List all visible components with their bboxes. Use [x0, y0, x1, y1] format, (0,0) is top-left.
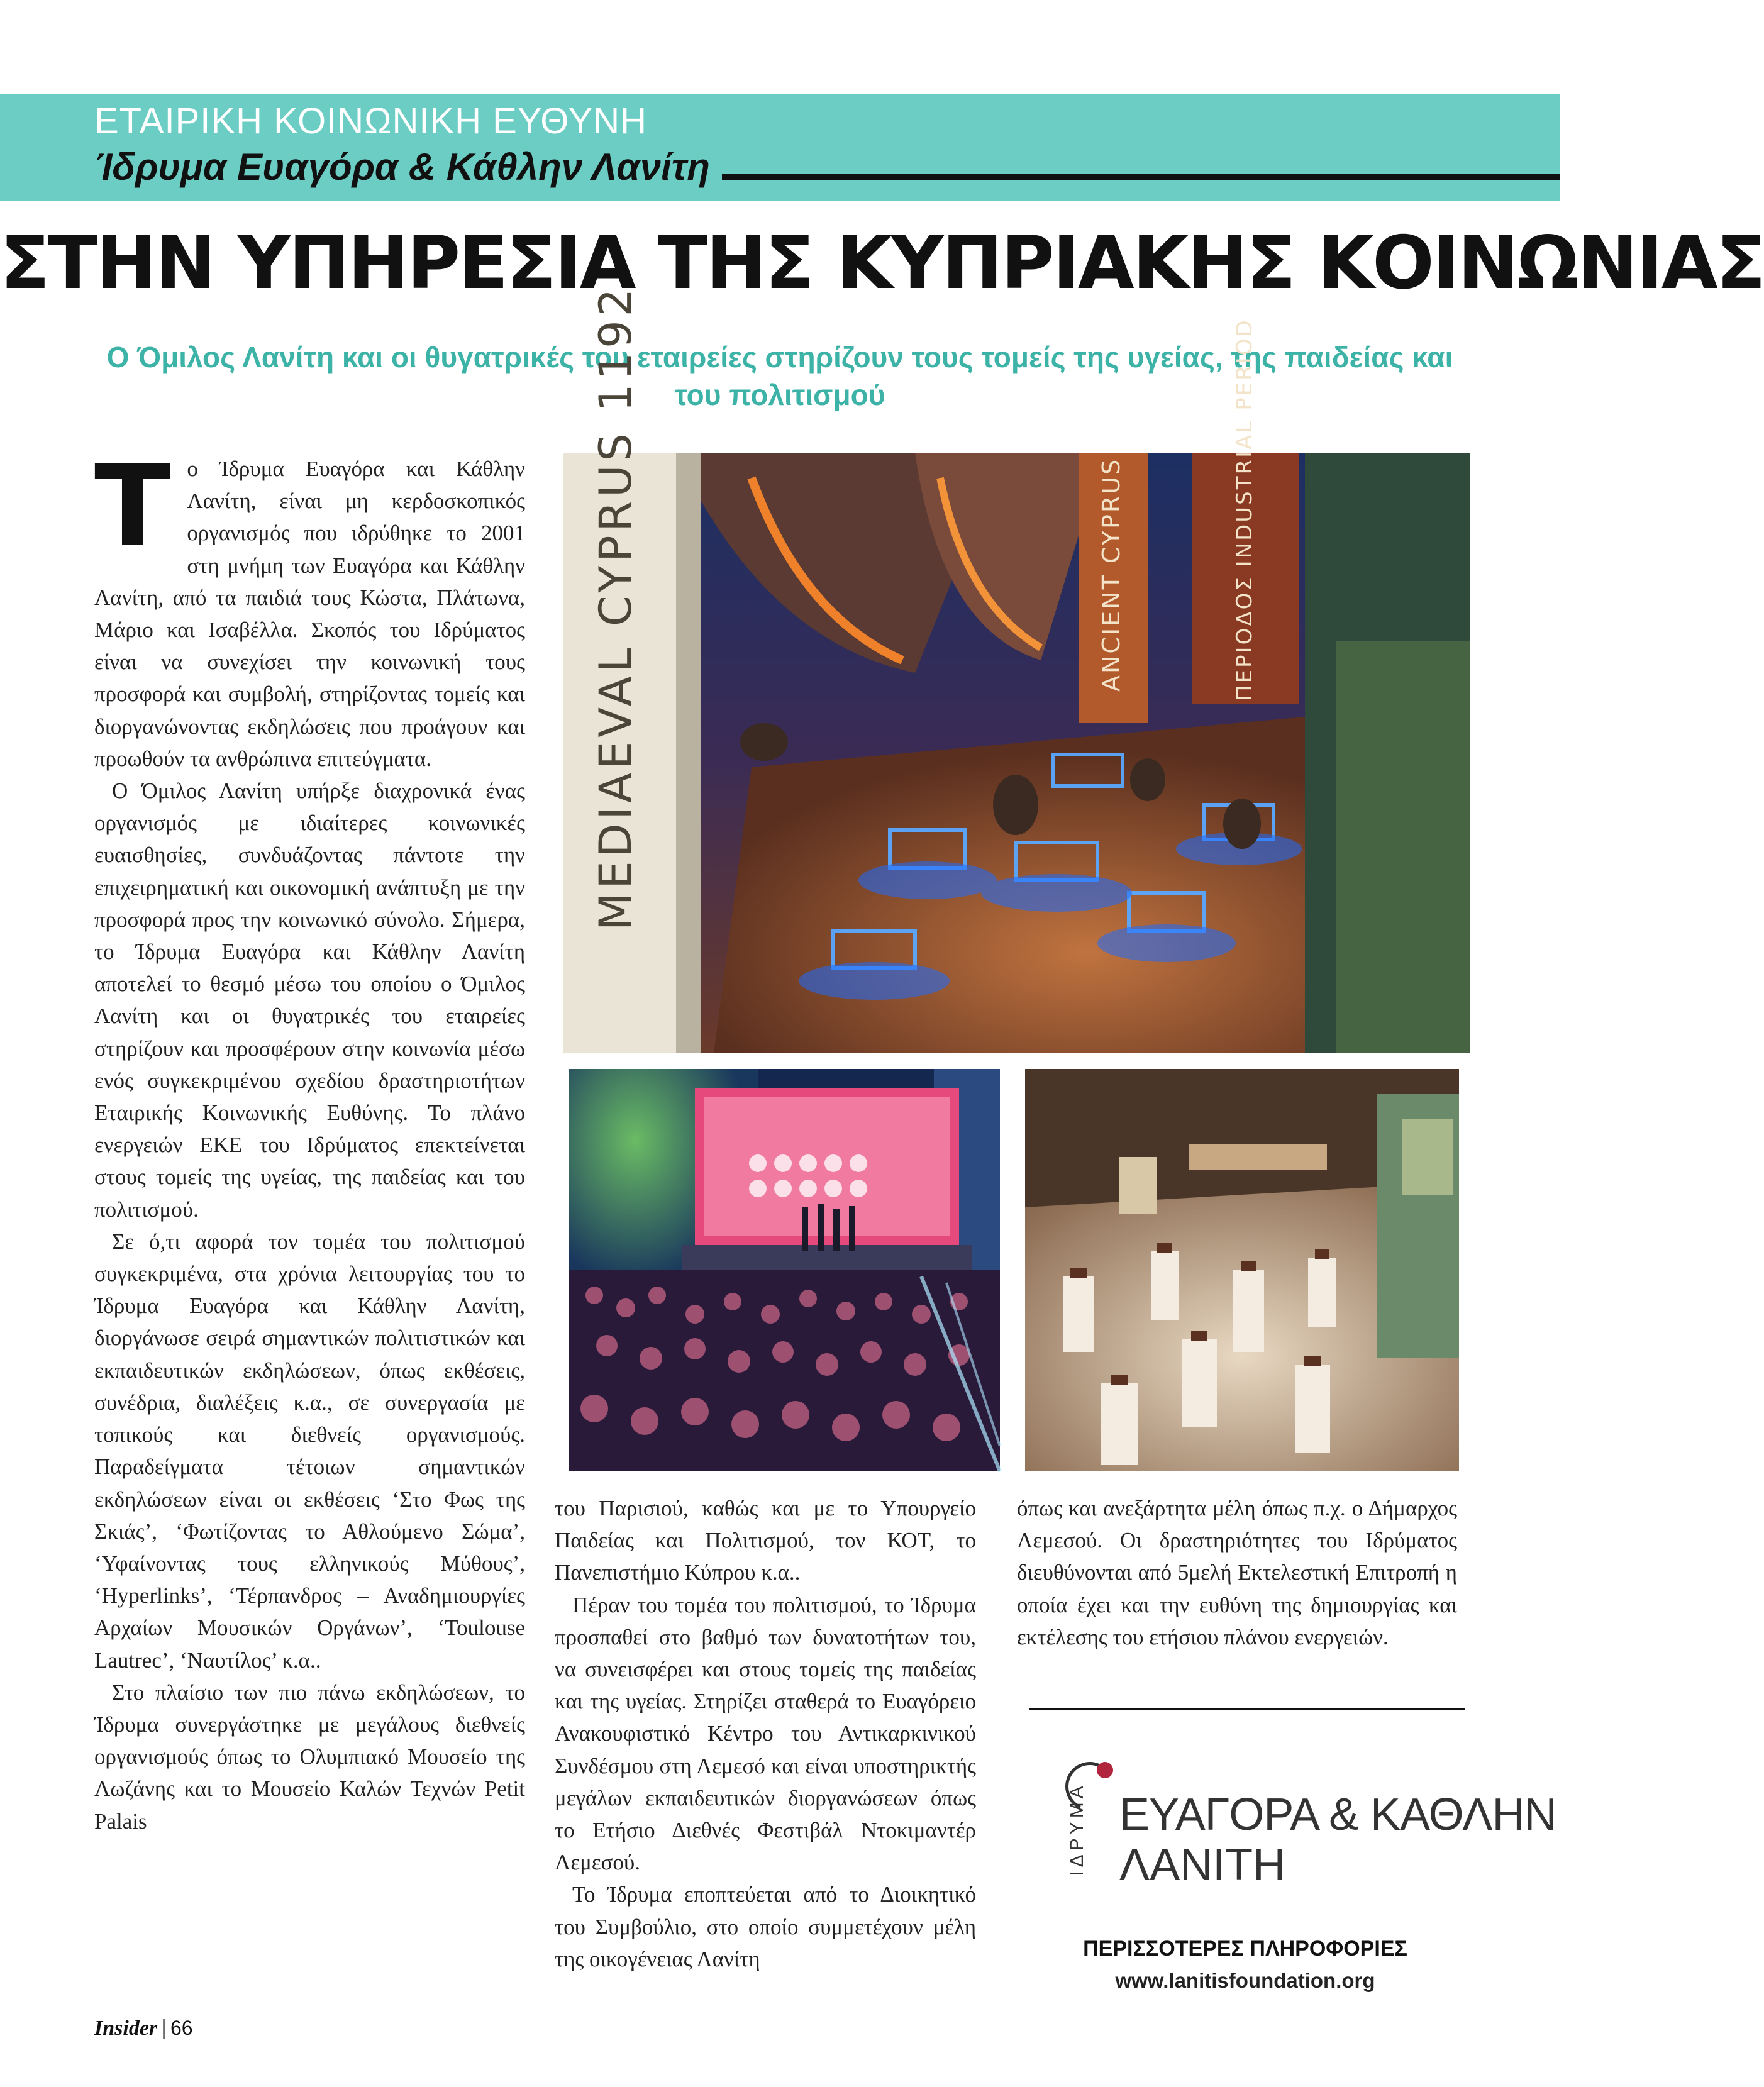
conference-photo-image [569, 1069, 1000, 1471]
article-paragraph: Το Ίδρυμα εποπτεύεται από το Διοικητικό του Συμβούλιο, στο οποίο συμμετέχουν μέλη της οικογένειας Λανίτη [555, 1882, 976, 1971]
conference-photo [569, 1069, 1000, 1471]
article-paragraph: Ο Όμιλος Λανίτη υπήρξε διαχρονικά ένας οργανισμός με ιδιαίτερες κοινωνικές ευαισθησίες, συνδυάζοντας πάντοτε την επιχειρηματική και οικονομική ανάπτυξη με την προσφορά προς την κοινωνικό σύνολο. Σήμερα, το Ίδρυμα Ευαγόρα και Κάθλην Λανίτη αποτελεί το θεσμό μέσω του οποίου ο Όμιλος Λανίτη και οι θυγατρικές του εταιρείες στηρίζουν και προσφέρουν στην κοινωνία μέσω ενός συγκεκριμένου σχεδίου δραστηριοτήτων Εταιρικής Κοινωνικής Ευθύνης. Το πλάνο ενεργειών ΕΚΕ του Ιδρύματος επεκτείνεται στους τομείς της υγείας, της παιδείας και του πολιτισμού. [94, 778, 525, 1222]
exhibition-photo [1025, 1069, 1459, 1471]
article-paragraph: Στο πλαίσιο των πιο πάνω εκδηλώσεων, το Ίδρυμα συνεργάστηκε με μεγάλους διεθνείς οργανισμούς όπως το Ολυμπιακό Μουσείο της Λωζάνης και το Μουσείο Καλών Τεχνών Petit Palais [94, 1680, 525, 1834]
article-paragraph: του Παρισιού, καθώς και με το Υπουργείο Παιδείας και Πολιτισμού, τον ΚΟΤ, το Πανεπιστήμιο Κύπρου κ.α.. [555, 1496, 976, 1585]
foundation-logo [1044, 1748, 1556, 1899]
museum-banner-ancient: ANCIENT CYPRUS [1097, 457, 1125, 692]
footer-separator: | [161, 2016, 167, 2040]
logo-name-line-2: ΛΑΝΙΤΗ [1119, 1840, 1286, 1890]
foundation-title: Ίδρυμα Ευαγόρα & Κάθλην Λανίτη [94, 146, 710, 188]
page-number: 66 [170, 2017, 193, 2039]
article-paragraph: Σε ό,τι αφορά τον τομέα του πολιτισμού συγκεκριμένα, στα χρόνια λειτουργίας του το Ίδρυμα Ευαγόρα και Κάθλην Λανίτη, διοργάνωσε σειρά σημαντικών πολιτιστικών και εκπαιδευτικών εκδηλώσεων, όπως εκθέσεις, συνέδρια, διαλέξεις κ.α., σε συνεργασία με τοπικούς και διεθνείς οργανισμούς. Παραδείγματα τέτοιων σημαντικών εκδηλώσεων είναι οι εκθέσεις ‘Στο Φως της Σκιάς’, ‘Φωτίζοντας το Αθλούμενο Σώμα’, ‘Υφαίνοντας τους ελληνικούς Μύθους’, ‘Hyperlinks’, ‘Τέρπανδρος – Αναδημιουργίες Αρχαίων Μουσικών Οργάνων’, ‘Toulouse Lautrec’, ‘Ναυτίλος’ κ.α.. [94, 1229, 525, 1673]
article-paragraph [94, 441, 525, 775]
headline: ΣΤΗΝ ΥΠΗΡΕΣΙΑ ΤΗΣ ΚΥΠΡΙΑΚΗΣ ΚΟΙΝΩΝΙΑΣ [0, 221, 1764, 306]
article-column-2 [555, 1492, 976, 1975]
section-title: ΕΤΑΙΡΙΚΗ ΚΟΙΝΩΝΙΚΗ ΕΥΘΥΝΗ [94, 101, 647, 141]
info-rule [1029, 1708, 1465, 1710]
article-column-1 [94, 441, 525, 1837]
subheadline: Ο Όμιλος Λανίτη και οι θυγατρικές του εταιρείες στηρίζουν τους τομείς της υγείας, της παιδείας και του πολιτισμού [106, 341, 1453, 411]
logo-vertical-text: ΙΔΡΥΜΑ [1067, 1782, 1087, 1876]
drop-cap: Τ [94, 441, 171, 571]
article-paragraph: όπως και ανεξάρτητα μέλη όπως π.χ. ο Δήμαρχος Λεμεσού. Οι δραστηριότητες του Ιδρύματος διευθύνονται από 5μελή Εκτελεστική Επιτροπή η οποία έχει και την ευθύνη της δημιουργίας και εκτέλεσης του ετήσιου πλάνου ενεργειών. [1017, 1496, 1457, 1649]
exhibition-photo-image [1025, 1069, 1459, 1471]
logo-name-line-1: ΕΥΑΓΟΡΑ & ΚΑΘΛΗΝ [1119, 1790, 1556, 1840]
logo-dot-icon [1097, 1762, 1113, 1778]
magazine-brand: Insider [94, 2017, 158, 2040]
article-column-3 [1017, 1492, 1457, 1653]
website-link[interactable]: www.lanitisfoundation.org [1115, 1969, 1375, 1992]
more-info-label: ΠΕΡΙΣΣΟΤΕΡΕΣ ΠΛΗΡΟΦΟΡΙΕΣ [1083, 1937, 1407, 1961]
page-footer [94, 2017, 193, 2039]
paragraph-text: ο Ίδρυμα Ευαγόρα και Κάθλην Λανίτη, είναι μη κερδοσκοπικός οργανισμός που ιδρύθηκε το 2001 στη μνήμη των Ευαγόρα και Κάθλην Λανίτη, από τα παιδιά τους Κώστα, Πλάτωνα, Μάριο και Ισαβέλλα. Σκοπός του Ιδρύματος είναι να συνεχίσει την κοινωνική τους προσφορά και συμβολή, στηρίζοντας τομείς και διοργανώνοντας εκδηλώσεις που προάγουν και προωθούν τα ανθρώπινα επιτεύγματα. [94, 457, 525, 771]
title-rule [722, 174, 1560, 180]
museum-banner-industrial: ΠΕΡΙΟΔΟΣ INDUSTRIAL PERIOD [1232, 318, 1257, 701]
museum-banner-medieval: MEDIAEVAL CYPRUS 1192 [590, 284, 641, 931]
article-paragraph: Πέραν του τομέα του πολιτισμού, το Ίδρυμα προσπαθεί στο βαθμό των δυνατοτήτων του, να συνεισφέρει και στους τομείς της παιδείας και της υγείας. Στηρίζει σταθερά το Ευαγόρειο Ανακουφιστικό Κέντρο του Αντικαρκινικού Συνδέσμου στη Λεμεσό και είναι υποστηρικτής μεγάλων εκπαιδευτικών διοργανώσεων όπως το Ετήσιο Διεθνές Φεστιβάλ Ντοκιμαντέρ Λεμεσού. [555, 1592, 976, 1875]
